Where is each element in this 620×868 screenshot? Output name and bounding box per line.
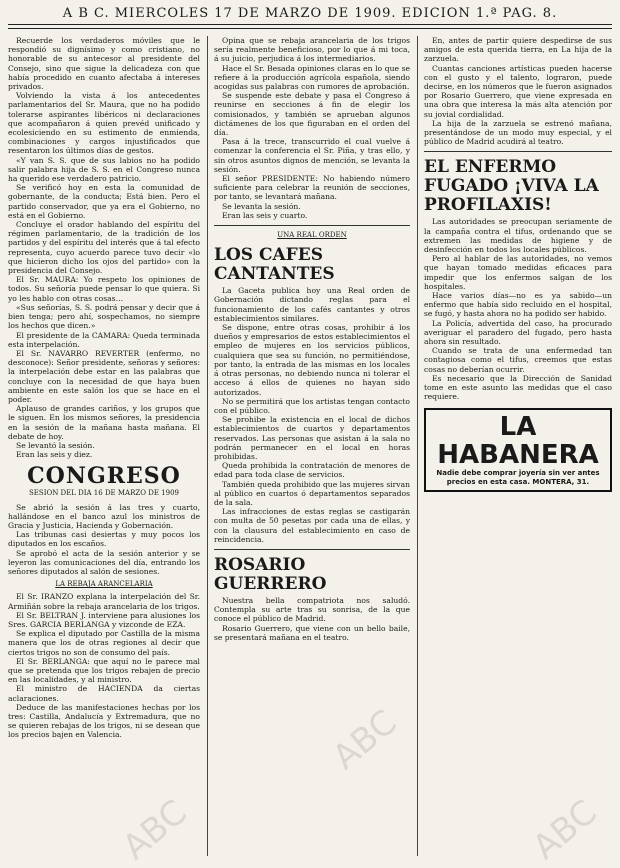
paragraph: Hace varios días—no es ya sabido—un enfermo que había sido recluido en el hospital, se fugó, y hasta ahora no ha podido ser habido.	[424, 291, 612, 319]
paragraph: En, antes de partir quiere despedirse de sus amigos de esta querida tierra, en La hija de la zarzuela.	[424, 36, 612, 64]
paragraph: Las tribunas casi desiertas y muy pocos los diputados en los escaños.	[8, 530, 200, 549]
paragraph: Se suspende este debate y pasa el Congreso á reunirse en secciones á fin de elegir los comisionados, y también se aprueban algunos dictámenes de los que figuraban en el orden del día.	[214, 91, 410, 138]
cafes-paras	[214, 286, 410, 544]
paragraph: Opina que se rebaja arancelaria de los trigos sería realmente beneficioso, por lo que á mi toca, á su juicio, perjudica á los intermediarios.	[214, 36, 410, 64]
header-rule	[8, 24, 612, 25]
column-2-paras	[214, 36, 410, 220]
watermark: ABC	[325, 702, 405, 778]
paragraph: El señor PRESIDENTE: No habiendo número suficiente para celebrar la reunión de secciones, por tanto, se levantará mañana.	[214, 174, 410, 202]
paragraph: «Sus señorías, S. S. podrá pensar y decir que á bien tenga; pero ahí, sospechamos, no siempre los hechos que dicen.»	[8, 302, 200, 331]
ad-name: LA HABANERA	[437, 411, 599, 470]
separator	[214, 549, 410, 550]
paragraph: Volviendo la vista á los antecedentes parlamentarios del Sr. Maura, que no ha podido tolerarse aspirantes libéricos ni declaraciones que acompañaron á quien prevéd unificado y ecolesiciendo en su estimento de enmienda, combinaciones y cargos injustificados que resentaron los últimos días de gestos.	[8, 91, 200, 156]
separator	[214, 225, 410, 226]
ad-line: Nadie debe comprar joyería sin ver antes precios en esta casa. MONTERA, 31.	[436, 468, 600, 486]
congreso-title: CONGRESO	[27, 463, 181, 490]
paragraph: Las infracciones de estas reglas se castigarán con multa de 50 pesetas por cada una de ellas, y con la clausura del establecimiento en caso de reincidencia.	[214, 507, 410, 544]
paragraph: El Sr. IRANZO explana la interpelación del Sr. Armiñán sobre la rebaja arancelaria de los trigos.	[8, 592, 200, 611]
paragraph: Se dispone, entre otras cosas, prohibir á los dueños y empresarios de estos establecimientos el empleo de mujeres en los servicios públicos, cualquiera que sea su función, no permitiéndose, por tanto, la entrada de las mismas en los locales á otras personas, no debiendo nunca ni tolerar el acceso á ellos de quienes no hayan sido autorizados.	[214, 323, 410, 397]
paragraph: Recuerde los verdaderos móviles que le respondió su dignísimo y como cristiano, no honorable de su antecesor al presidente del Consejo, sino que sigue la delicadeza con que había procedido en cuanto afectaba á intereses privados.	[8, 36, 200, 92]
paragraph: La Gaceta publica hoy una Real orden de Gobernación dictando reglas para el funcionamiento de los cafés cantantes y otros establecimientos similares.	[214, 286, 410, 323]
paragraph: La hija de la zarzuela se estrenó mañana, presentándose de un modo muy especial, y el público de Madrid acudirá al teatro.	[424, 118, 612, 147]
paragraph: Cuantas canciones artísticas pueden hacerse con el gusto y el talento, lograron, puede decirse, en los números que le fueron asignados por Rosario Guerrero, que viene expresada en una obra que interesa la más alta atención por su jovial cordialidad.	[424, 63, 612, 119]
paragraph: Se prohibe la existencia en el local de dichos establecimientos de cuartos y departamentos reservados. Las personas que asistan á la sala no podrán permanecer en el local en horas prohibidas.	[214, 415, 410, 461]
paragraph: Hace el Sr. Besada opiniones claras en lo que se refiere á la producción agrícola española, siendo acogidas sus palabras con rumores de aprobación.	[214, 63, 410, 92]
paragraph: Nuestra bella compatriota nos saludó. Contempla su arte tras su sonrisa, de la que conoce el público de Madrid.	[214, 595, 410, 624]
paragraph: Pasa á la trece, transcurrido el cual vuelve á comenzar la conferencia el Sr. Piña, y tras ello, y sin otros asuntos dignos de mención, se levanta la sesión.	[214, 137, 410, 174]
column-3	[424, 36, 612, 856]
column-divider	[207, 36, 208, 856]
paragraph: Queda prohibida la contratación de menores de edad para toda clase de servicios.	[214, 461, 410, 480]
paragraph: «Y van S. S. que de sus labios no ha podido salir palabra hija de S. S. en el Congreso nunca ha querido ese verdadero patricio.	[8, 155, 200, 184]
separator	[424, 151, 612, 152]
rebaja-heading: LA REBAJA ARANCELARIA	[55, 580, 153, 589]
paragraph: Eran las seis y diez.	[16, 450, 93, 460]
page-header: A B C. MIERCOLES 17 DE MARZO DE 1909. EDICION 1.ª PAG. 8.	[62, 6, 558, 21]
paragraph: Se aprobó el acta de la sesión anterior y se leyeron las comunicaciones del día, entrando los señores diputados al salón de sesiones.	[8, 548, 200, 576]
enfermo-title: EL ENFERMO FUGADO ¡VIVA LA PROFILAXIS!	[424, 157, 599, 216]
paragraph: Se levantó la sesión.	[16, 440, 95, 450]
column-1-paras	[8, 36, 200, 459]
paragraph: No se permitirá que los artistas tengan contacto con el público.	[214, 396, 410, 415]
column-divider	[417, 36, 418, 856]
paragraph: Deduce de las manifestaciones hechas por los tres: Castilla, Andalucía y Extremadura, que no se quieren rebajas de los trigos, ni se desean que los precios bajen en Valencia.	[8, 702, 200, 740]
congreso-subtitle: SESION DEL DIA 16 DE MARZO DE 1909	[29, 489, 179, 498]
paragraph: El Sr. MAURA: Yo respeto los opiniones de todos. Su señoría puede pensar lo que quiera. Si yo les hablo con otras cosas…	[8, 275, 200, 303]
paragraph: La Policía, advertida del caso, ha procurado averiguar el paradero del fugado, pero hasta ahora sin resultado.	[424, 318, 612, 347]
paragraph: El ministro de HACIENDA da ciertas aclaraciones.	[8, 684, 200, 703]
enfermo-paras	[424, 217, 612, 401]
paragraph: El Sr. BELTRAN J. interviene para alusiones los Sres. GARCIA BERLANGA y vizconde de EZA.	[8, 610, 200, 629]
paragraph: El Sr. BERLANGA: que aquí no le parece mal que se pretenda que los trigos rebajen de precio en las localidades, y al ministro.	[8, 656, 200, 685]
column-1	[8, 36, 200, 856]
rosario-title: ROSARIO GUERRERO	[214, 554, 327, 594]
watermark: ABC	[525, 792, 605, 868]
paragraph: El Sr. NAVARRO REVERTER (enfermo, no desconoce): Señor presidente, señoras y señores: la interpelación debe estar en las palabras que concluye con la necesidad de que haya buen ambiente en este salón los que se hace en el poder.	[8, 348, 200, 404]
paragraph: Es necesario que la Dirección de Sanidad tome en este asunto las medidas que el caso requiere.	[424, 373, 612, 402]
rosario-paras	[214, 596, 410, 642]
rebaja-paras	[8, 592, 200, 739]
paragraph: Se verificó hoy en esta la comunidad de gobernante, de la conducta; Está bien. Pero el partido conservador, que ya era el Gobierno, no está en el Gobierno.	[8, 183, 200, 220]
congreso-paras	[8, 503, 200, 577]
column-3-paras	[424, 36, 612, 146]
paragraph: Rosario Guerrero, que viene con un bello baile, se presentará mañana en el teatro.	[214, 623, 410, 642]
habanera-ad	[424, 408, 612, 492]
paragraph: El presidente de la CAMARA: Queda terminada esta interpelación.	[8, 330, 200, 349]
paragraph: Concluye el orador hablando del espíritu del régimen parlamentario, de la tradición de los partidos y del espíritu del interés que á tal efecto representa, cuyo acuerdo parece tuvo decir «lo que hicieron dicho los ojos del partido» con la presidencia del Consejo.	[8, 220, 200, 276]
paragraph: Se levanta la sesión.	[222, 201, 301, 211]
paragraph: Se abrió la sesión á las tres y cuarto, hallándose en el banco azul los ministros de Gracia y Justicia, Hacienda y Gobernación.	[8, 502, 200, 530]
paragraph: Eran las seis y cuarto.	[222, 210, 308, 220]
paragraph: También queda prohibido que las mujeres sirvan al público en cuartos ó departamentos separados de la sala.	[214, 479, 410, 507]
paragraph: Cuando se trata de una enfermedad tan contagiosa como el tifus, creemos que estas cosas no deberían ocurrir.	[424, 346, 612, 374]
cafes-title: LOS CAFES CANTANTES	[214, 245, 335, 285]
real-orden-heading: UNA REAL ORDEN	[277, 231, 347, 240]
header-rule-2	[8, 28, 612, 29]
watermark: ABC	[115, 792, 195, 868]
paragraph: Aplauso de grandes cariños, y los grupos que le siguen. En los mismos señores, la presidencia en la sesión de la mañana hasta mañana. El debate de hoy.	[8, 404, 200, 441]
paragraph: Se explica el diputado por Castilla de la misma manera que los de otras regiones al decir que ciertos trigos no son de consumo del país.	[8, 629, 200, 657]
paragraph: Pero al hablar de las autoridades, no vemos que hayan tomado medidas eficaces para impedir que los enfermos salgan de los hospitales.	[424, 254, 612, 291]
paragraph: Las autoridades se preocupan seriamente de la campaña contra el tifus, ordenando que se extremen las medidas de higiene y de desinfección en todos los locales públicos.	[424, 217, 612, 255]
